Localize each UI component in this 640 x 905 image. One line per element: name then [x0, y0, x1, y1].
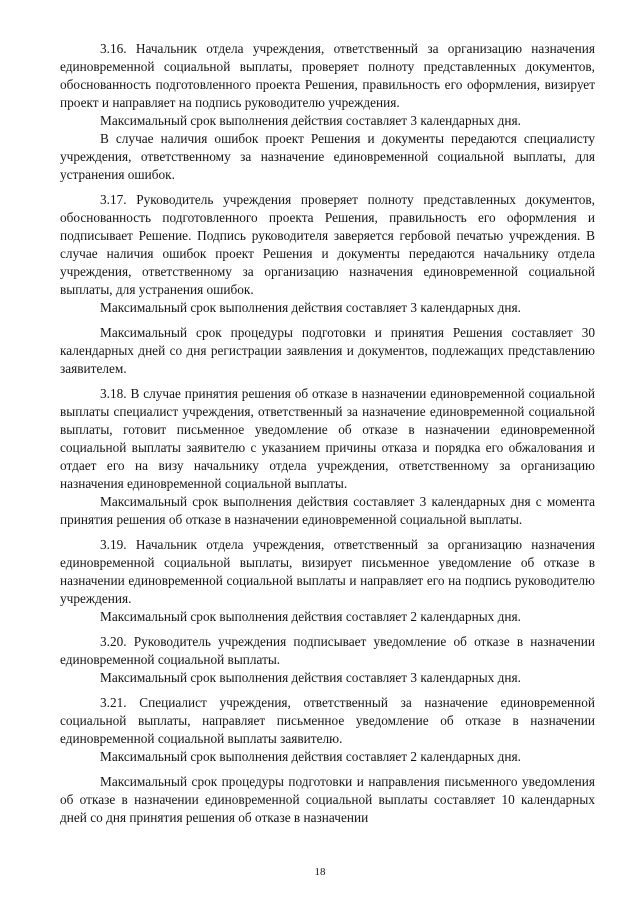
paragraph-3-20: 3.20. Руководитель учреждения подписывает уведомление об отказе в назначении единовременной социальной выплаты.	[60, 634, 595, 667]
paragraph-deadline: Максимальный срок выполнения действия составляет 3 календарных дня.	[100, 113, 521, 128]
paragraph-deadline: Максимальный срок выполнения действия составляет 3 календарных дня.	[100, 670, 521, 685]
page-number: 18	[314, 866, 326, 878]
paragraph-3-19: 3.19. Начальник отдела учреждения, ответственный за организацию назначения единовременной социальной выплаты, визирует письменное уведомление об отказе в назначении единовременной социальной выплаты и направляет его на подпись руководителю учреждения.	[60, 537, 595, 606]
paragraph-3-18: 3.18. В случае принятия решения об отказе в назначении единовременной социальной выплаты специалист учреждения, ответственный за назначение единовременной социальной выплаты, готовит письменное уведомление об отказе в назначении единовременной социальной выплаты заявителю с указанием причины отказа и порядка его обжалования и отдает его на визу начальнику отдела учреждения, ответственному за организацию назначения единовременной социальной выплаты.	[60, 386, 595, 491]
paragraph-3-17: 3.17. Руководитель учреждения проверяет полноту представленных документов, обоснованность подготовленного проекта Решения, правильность его оформления и подписывает Решение. Подпись руководителя заверяется гербовой печатью учреждения. В случае наличия ошибок проект Решения и документы передаются начальнику отдела учреждения, ответственному за организацию назначения единовременной социальной выплаты, для устранения ошибок.	[60, 192, 595, 297]
document-body	[60, 40, 595, 827]
paragraph-deadline: Максимальный срок выполнения действия составляет 3 календарных дня.	[100, 300, 521, 315]
paragraph-procedure-deadline: Максимальный срок процедуры подготовки и принятия Решения составляет 30 календарных дней со дня регистрации заявления и документов, подлежащих представлению заявителем.	[60, 325, 595, 376]
paragraph-3-21: 3.21. Специалист учреждения, ответственный за назначение единовременной социальной выплаты, направляет письменное уведомление об отказе в назначении единовременной социальной выплаты заявителю.	[60, 695, 595, 746]
paragraph-deadline: Максимальный срок выполнения действия составляет 2 календарных дня.	[100, 749, 521, 764]
paragraph-refusal-procedure-deadline: Максимальный срок процедуры подготовки и направления письменного уведомления об отказе в назначении единовременной социальной выплаты составляет 10 календарных дней со дня принятия решения об отказе в назначении	[60, 774, 595, 825]
paragraph-errors: В случае наличия ошибок проект Решения и документы передаются специалисту учреждения, ответственному за назначение единовременной социальной выплаты, для устранения ошибок.	[60, 131, 595, 182]
paragraph-3-16: 3.16. Начальник отдела учреждения, ответственный за организацию назначения единовременной социальной выплаты, проверяет полноту представленных документов, обоснованность подготовленного проекта Решения, правильность его оформления, визирует проект и направляет на подпись руководителю учреждения.	[60, 41, 595, 110]
paragraph-deadline: Максимальный срок выполнения действия составляет 2 календарных дня.	[100, 609, 521, 624]
paragraph-deadline: Максимальный срок выполнения действия составляет 3 календарных дня с момента принятия решения об отказе в назначении единовременной социальной выплаты.	[60, 494, 595, 527]
